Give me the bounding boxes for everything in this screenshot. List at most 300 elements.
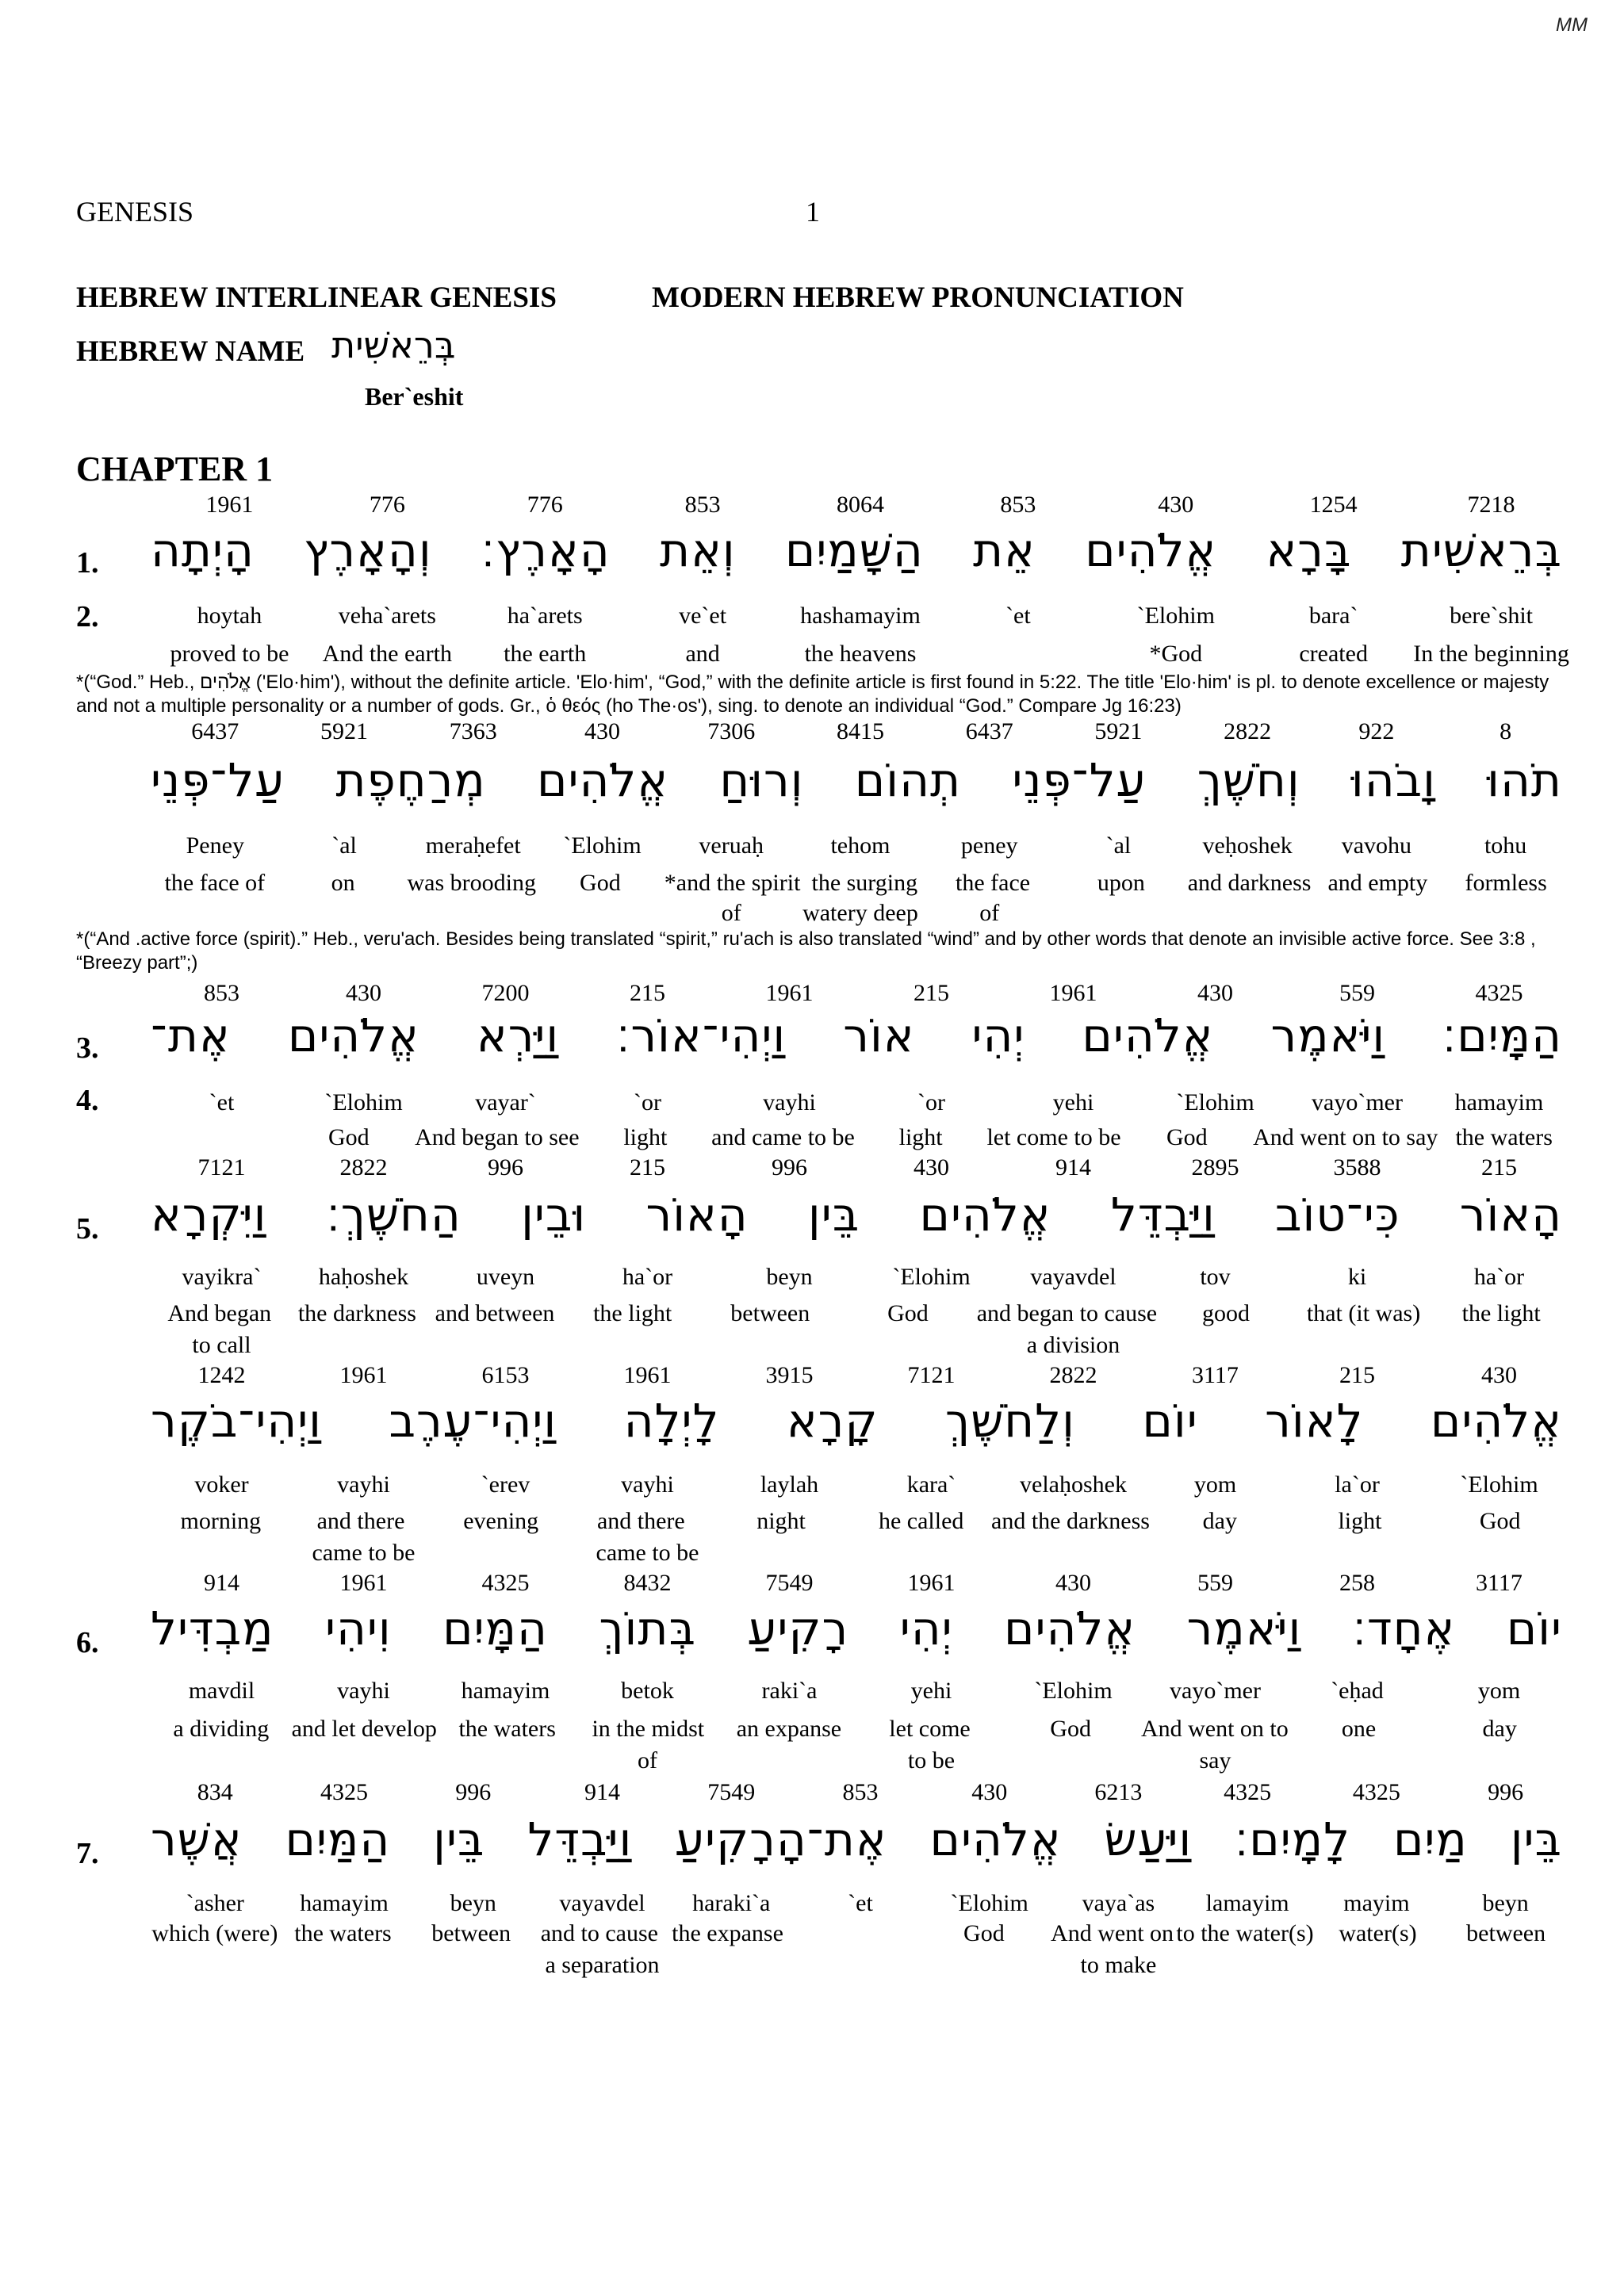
english-gloss [1428,1332,1570,1359]
strongs-number: 215 [914,980,949,1006]
transliteration-word: `Elohim [892,1264,971,1290]
transliteration-word: vayar` [475,1089,536,1115]
strongs-number: 430 [1055,1570,1091,1596]
english-gloss-row [151,1300,1570,1327]
strongs-number: 215 [630,1154,665,1181]
english-gloss: God [1166,1124,1208,1150]
english-gloss [1312,1952,1442,1979]
book-name: GENESIS [76,196,194,228]
english-gloss: light [1338,1508,1382,1534]
transliteration-word: `or [634,1089,661,1115]
transliteration-word: `asher [186,1890,244,1916]
english-gloss [667,1952,796,1979]
english-gloss: God [580,870,621,896]
english-gloss: let come [889,1716,971,1742]
strongs-number: 559 [1197,1570,1233,1596]
english-gloss: say [1199,1747,1231,1774]
english-gloss: which (were) [151,1920,278,1946]
strongs-number: 430 [1158,492,1194,518]
english-gloss: In the beginning [1413,641,1569,667]
english-gloss: the light [593,1300,672,1326]
english-gloss: and there [596,1508,685,1534]
english-gloss-continuation-row [151,1332,1570,1359]
transliteration-word: `Elohim [1176,1089,1254,1115]
english-gloss [293,1332,435,1359]
transliteration-word: mayim [1343,1890,1410,1916]
transliteration-word: Peney [186,832,244,859]
english-gloss [280,900,409,927]
english-gloss: And went on to [1140,1716,1289,1742]
english-gloss: And went on [1051,1920,1174,1946]
english-gloss [576,1332,718,1359]
strongs-number: 1242 [197,1362,246,1388]
strongs-number: 7200 [481,980,530,1006]
english-gloss-continuation-row [151,1747,1570,1774]
transliteration-word: peney [960,832,1018,859]
strongs-number: 8432 [623,1570,672,1596]
english-gloss: and darkness [1187,870,1312,896]
strongs-number: 6213 [1094,1779,1143,1805]
strongs-number-row [151,980,1570,1007]
transliteration-row [151,1471,1570,1498]
verse-number: 2. [76,600,99,633]
english-gloss [1054,900,1183,927]
english-gloss: a dividing [173,1716,270,1742]
strongs-number: 996 [488,1154,523,1181]
transliteration-word: vayo`mer [1312,1089,1403,1115]
english-gloss [1441,900,1570,927]
strongs-number: 258 [1339,1570,1375,1596]
strongs-number: 914 [584,1779,620,1805]
strongs-number: 7218 [1467,492,1515,518]
strongs-number-row [151,1779,1570,1806]
english-gloss: And the earth [322,641,452,667]
english-gloss [1144,1540,1286,1567]
english-gloss [718,1540,860,1567]
english-gloss [1428,1540,1570,1567]
transliteration-word: ve`et [679,603,727,629]
strongs-number: 853 [204,980,239,1006]
transliteration-word: `al [1105,832,1132,859]
english-gloss [280,1952,409,1979]
english-gloss [1002,1747,1144,1774]
english-gloss-row [151,1920,1570,1947]
verse-number: 4. [76,1084,99,1117]
strongs-number: 5921 [320,718,369,744]
strongs-number: 430 [1481,1362,1517,1388]
strongs-number: 430 [914,1154,949,1181]
transliteration-word: `et [848,1890,873,1916]
strongs-number: 922 [1358,718,1395,744]
strongs-number: 7121 [197,1154,246,1181]
transliteration-word: hamayim [300,1890,389,1916]
transliteration-word: vayhi [337,1471,390,1498]
english-gloss: God [1050,1716,1091,1742]
english-gloss-continuation-row [151,900,1570,927]
transliteration-word: vayhi [621,1471,674,1498]
strongs-number: 215 [1339,1362,1375,1388]
transliteration-word: bere`shit [1450,603,1534,629]
strongs-number: 2822 [1224,718,1272,744]
english-gloss [1286,1747,1428,1774]
pronunciation-title: MODERN HEBREW PRONUNCIATION [652,281,1184,314]
english-gloss: God [963,1920,1005,1946]
english-gloss [538,900,667,927]
english-gloss: of [638,1747,657,1774]
english-gloss: and empty [1327,870,1428,896]
english-gloss: God [1479,1508,1521,1534]
strongs-number: 7549 [707,1779,756,1805]
chapter-heading: CHAPTER 1 [76,450,274,488]
verse-number: 6. [76,1626,99,1659]
transliteration-word: `Elohim [324,1089,403,1115]
transliteration-word: kara` [906,1471,956,1498]
english-gloss: the waters [1455,1124,1553,1150]
transliteration-word: yehi [1052,1089,1094,1115]
english-gloss: formless [1465,870,1547,896]
transliteration-row [151,1089,1570,1116]
english-gloss: God [328,1124,370,1150]
strongs-number: 8064 [836,492,884,518]
english-gloss [1002,1540,1144,1567]
transliteration-word: `Elohim [1136,603,1215,629]
strongs-number-row [151,492,1570,519]
english-gloss [1286,1332,1428,1359]
english-gloss [718,1747,860,1774]
strongs-number: 215 [1481,1154,1517,1181]
hebrew-text-line: יוֹם אֶחָד׃ וַיֹּאמֶר אֱלֹהִים יְהִי רָקִיעַ בְּתוֹךְ הַמָּיִם וִיהִי מַבְדִּיל [151,1601,1562,1655]
strongs-number-row [151,1362,1570,1389]
english-gloss: one [1341,1716,1377,1742]
transliteration-row [151,1890,1570,1917]
english-gloss: to be [907,1747,956,1774]
verse-number: 7. [76,1837,99,1870]
english-gloss [435,1332,576,1359]
english-gloss [1428,1747,1570,1774]
english-gloss-row [151,1716,1570,1743]
english-gloss: And went on to say [1253,1124,1438,1150]
english-gloss [1183,1952,1312,1979]
transliteration-word: veruaḥ [699,832,764,859]
transliteration-word: vayo`mer [1170,1678,1261,1704]
hebrew-name-label: HEBREW NAME [76,335,305,368]
strongs-number: 914 [204,1570,239,1596]
english-gloss: good [1201,1300,1250,1326]
strongs-number: 853 [684,492,721,518]
strongs-number: 7363 [449,718,497,744]
strongs-number: 3117 [1476,1570,1522,1596]
verse-number: 1. [76,546,99,580]
strongs-number: 4325 [1352,1779,1400,1805]
footnote: *(“God.” Heb., אֱלֹהִים ('Elo·him'), without the definite article. 'Elo·him', “God,” with the definite article is first found in 5:22. The title 'Elo·him' is pl. to denote excellence or majesty and not a multiple personality or a number of gods. Gr., ὁ θεός (ho The·os'), sing. to denote an individual “God.” Compare Jg 16:23) [76,672,1549,717]
english-gloss: the face [956,870,1031,896]
english-gloss [151,1540,293,1567]
hebrew-text-line: הַמָּיִם׃ וַיֹּאמֶר אֱלֹהִים יְהִי אוֹר וַיְהִי־אוֹר׃ וַיַּרְא אֱלֹהִים אֶת־ [151,1008,1562,1062]
strongs-number: 430 [346,980,381,1006]
strongs-number: 1961 [339,1570,388,1596]
transliteration-word: hamayim [461,1678,550,1704]
transliteration-word: `al [331,832,357,859]
transliteration-word: beyn [450,1890,496,1916]
strongs-number-row [151,1154,1570,1181]
strongs-number: 4325 [1224,1779,1272,1805]
english-gloss: day [1482,1716,1517,1742]
strongs-number: 8 [1500,718,1512,744]
strongs-number: 3915 [765,1362,814,1388]
page-number: 1 [806,196,820,228]
english-gloss [151,1124,283,1151]
english-gloss-row [151,870,1570,897]
strongs-number: 7549 [765,1570,814,1596]
english-gloss: the surging [811,870,918,896]
transliteration-word: `et [1005,603,1031,629]
transliteration-word: ha`arets [507,603,583,629]
english-gloss [939,641,1097,668]
english-gloss: the waters [294,1920,392,1946]
english-gloss [408,900,538,927]
verse-number: 3. [76,1031,99,1065]
strongs-number: 5921 [1094,718,1143,744]
transliteration-word: yom [1477,1678,1521,1704]
english-gloss: came to be [312,1540,416,1566]
transliteration-word: `Elohim [950,1890,1028,1916]
english-gloss: an expanse [736,1716,842,1742]
english-gloss: in the midst [592,1716,705,1742]
english-gloss: the darkness [297,1300,416,1326]
english-gloss: night [756,1508,806,1534]
transliteration-word: ki [1347,1264,1367,1290]
english-gloss: proved to be [170,641,289,667]
strongs-number: 914 [1055,1154,1091,1181]
english-gloss: between [431,1920,511,1946]
english-gloss [293,1747,435,1774]
english-gloss [860,1332,1002,1359]
transliteration-word: haraki`a [692,1890,771,1916]
transliteration-word: vayhi [763,1089,816,1115]
strongs-number: 1961 [765,980,814,1006]
transliteration-word: beyn [766,1264,813,1290]
english-gloss: and let develop [291,1716,437,1742]
strongs-number: 215 [630,980,665,1006]
english-gloss-continuation-row [151,1952,1570,1979]
transliteration-word: hashamayim [800,603,921,629]
transliteration-word: betok [621,1678,674,1704]
transliteration-word: hamayim [1454,1089,1544,1115]
english-gloss: came to be [596,1540,699,1566]
english-gloss: of [979,900,1000,926]
strongs-number: 430 [971,1779,1008,1805]
watermark: MM [1556,14,1588,36]
strongs-number: 6437 [965,718,1013,744]
strongs-number: 2895 [1191,1154,1239,1181]
english-gloss [925,1952,1054,1979]
transliteration-word: vayavdel [559,1890,645,1916]
english-gloss: the face of [164,870,266,896]
english-gloss: to the water(s) [1176,1920,1314,1946]
transliteration-word: laylah [760,1471,819,1498]
transliteration-word: lamayim [1205,1890,1289,1916]
english-gloss [151,1952,280,1979]
strongs-number: 6437 [191,718,239,744]
english-gloss [718,1332,860,1359]
english-gloss: upon [1097,870,1145,896]
english-gloss: the earth [504,641,587,667]
transliteration-word: `or [917,1089,945,1115]
strongs-number: 6153 [481,1362,530,1388]
transliteration-word: tohu [1484,832,1527,859]
english-gloss: evening [463,1508,539,1534]
english-gloss [151,1747,293,1774]
strongs-number: 4325 [320,1779,369,1805]
hebrew-name: בְּרֵאשִׁית [331,323,456,366]
english-gloss: light [898,1124,943,1150]
transliteration-word: yom [1193,1471,1237,1498]
strongs-number: 834 [197,1779,233,1805]
verse-number: 5. [76,1212,99,1246]
strongs-number: 8415 [836,718,884,744]
english-gloss: *and the spirit [664,870,801,896]
english-gloss: day [1202,1508,1237,1534]
strongs-number: 1254 [1309,492,1358,518]
english-gloss: he called [878,1508,964,1534]
strongs-number: 996 [1488,1779,1524,1805]
strongs-number: 853 [1000,492,1036,518]
transliteration-word: voker [194,1471,249,1498]
strongs-number: 1961 [1049,980,1097,1006]
strongs-number: 430 [584,718,620,744]
english-gloss-continuation-row [151,1540,1570,1567]
transliteration-word: `Elohim [1460,1471,1538,1498]
english-gloss-row [151,1508,1570,1535]
transliteration-word: tov [1200,1264,1231,1290]
hebrew-text-line: הָאוֹר כִּי־טוֹב וַיַּבְדֵּל אֱלֹהִים בֵּין הָאוֹר וּבֵין הַחֹשֶׁךְ׃ וַיִּקְרָא [151,1188,1562,1242]
footnote: *(“And .active force (spirit).” Heb., veru'ach. Besides being translated “spirit,” ru'ach is also translated “wind” and by other words that denote an invisible active force. See 3:8 , “Breezy part”;) [76,928,1536,974]
english-gloss [796,1952,925,1979]
transliteration-word: vavohu [1341,832,1412,859]
english-gloss: a division [1026,1332,1120,1358]
hebrew-text-line: בְּרֵאשִׁית בָּרָא אֱלֹהִים אֵת הַשָּׁמַיִם וְאֵת הָאָרֶץ׃ וְהָאָרֶץ הָיְתָה [151,523,1562,577]
hebrew-text-line: אֱלֹהִים לָאוֹר יוֹם וְלַחֹשֶׁךְ קָרָא לָיְלָה וַיְהִי־עֶרֶב וַיְהִי־בֹקֶר [151,1394,1562,1448]
transliteration-word: `erev [481,1471,530,1498]
english-gloss: and there [316,1508,405,1534]
strongs-number: 776 [527,492,563,518]
transliteration-word: veha`arets [338,603,436,629]
english-gloss: and the darkness [991,1508,1150,1534]
transliteration-word: haḥoshek [318,1264,409,1290]
strongs-number-row [151,1570,1570,1597]
strongs-number: 1961 [907,1570,956,1596]
english-gloss: light [623,1124,668,1150]
strongs-number: 853 [842,1779,879,1805]
english-gloss: to call [192,1332,251,1358]
english-gloss: was brooding [407,870,536,896]
english-gloss [1183,900,1312,927]
strongs-number: 3588 [1333,1154,1381,1181]
strongs-number: 2822 [1049,1362,1097,1388]
english-gloss: of [721,900,741,926]
transliteration-word: velaḥoshek [1020,1471,1127,1498]
english-gloss: morning [180,1508,262,1534]
transliteration-word: `et [209,1089,235,1115]
transliteration-word: vayavdel [1030,1264,1116,1290]
english-gloss: *God [1149,641,1203,667]
english-gloss: between [730,1300,810,1326]
transliteration-word: uveyn [476,1264,535,1290]
strongs-number: 1961 [623,1362,672,1388]
english-gloss: and to cause [540,1920,658,1946]
english-gloss: the waters [458,1716,556,1742]
strongs-number-row [151,718,1570,745]
transliteration-row [151,1264,1570,1291]
transliteration-word: `Elohim [1034,1678,1113,1704]
transliteration-row [151,1678,1570,1705]
english-gloss: on [331,870,355,896]
strongs-number: 776 [369,492,405,518]
hebrew-text-line: בֵּין מַיִם לָמָיִם׃ וַיַּעַשׂ אֱלֹהִים אֶת־הָרָקִיעַ וַיַּבְדֵּל בֵּין הַמַּיִם אֲשֶׁר [151,1812,1562,1866]
english-gloss: watery deep [802,900,918,926]
english-gloss: the heavens [804,641,917,667]
transliteration-word: `eḥad [1331,1678,1384,1704]
strongs-number: 7306 [707,718,756,744]
transliteration-word: veḥoshek [1202,832,1293,859]
english-gloss [860,1540,1002,1567]
strongs-number: 4325 [1475,980,1523,1006]
english-gloss: God [887,1300,929,1326]
transliteration-word: `Elohim [563,832,642,859]
strongs-number: 559 [1339,980,1375,1006]
transliteration-word: yehi [910,1678,952,1704]
strongs-number: 1961 [339,1362,388,1388]
english-gloss: And began [167,1300,272,1326]
transliteration-word: beyn [1482,1890,1529,1916]
transliteration-word: hoytah [197,603,262,629]
english-gloss: between [1466,1920,1546,1946]
hebrew-name-translit: Ber`eshit [365,382,464,411]
transliteration-row [151,832,1570,859]
transliteration-word: raki`a [761,1678,818,1704]
english-gloss: a separation [545,1952,660,1978]
english-gloss [1441,1952,1570,1979]
english-gloss: let come to be [986,1124,1121,1150]
strongs-number: 996 [455,1779,492,1805]
english-gloss [435,1540,576,1567]
english-gloss: the light [1461,1300,1541,1326]
english-gloss: the expanse [672,1920,783,1946]
english-gloss: and between [435,1300,555,1326]
strongs-number: 3117 [1192,1362,1239,1388]
transliteration-row [151,603,1570,629]
english-gloss-row [151,1124,1570,1151]
transliteration-word: vaya`as [1082,1890,1155,1916]
hebrew-text-line: תֹהוּ וָבֹהוּ וְחֹשֶׁךְ עַל־פְּנֵי תְהוֹם וְרוּחַ אֱלֹהִים מְרַחֶפֶת עַל־פְּנֵי [151,753,1562,807]
strongs-number: 996 [772,1154,807,1181]
english-gloss [791,1920,920,1947]
english-gloss: and [685,641,720,667]
english-gloss [435,1747,576,1774]
transliteration-word: ha`or [1473,1264,1525,1290]
english-gloss [151,900,280,927]
transliteration-word: bara` [1308,603,1358,629]
strongs-number: 1961 [205,492,254,518]
english-gloss: and came to be [711,1124,855,1150]
strongs-number: 2822 [339,1154,388,1181]
transliteration-word: vayikra` [182,1264,262,1290]
english-gloss [1286,1540,1428,1567]
english-gloss [1144,1332,1286,1359]
english-gloss [1312,900,1442,927]
transliteration-word: tehom [830,832,891,859]
english-gloss: that (it was) [1306,1300,1421,1326]
